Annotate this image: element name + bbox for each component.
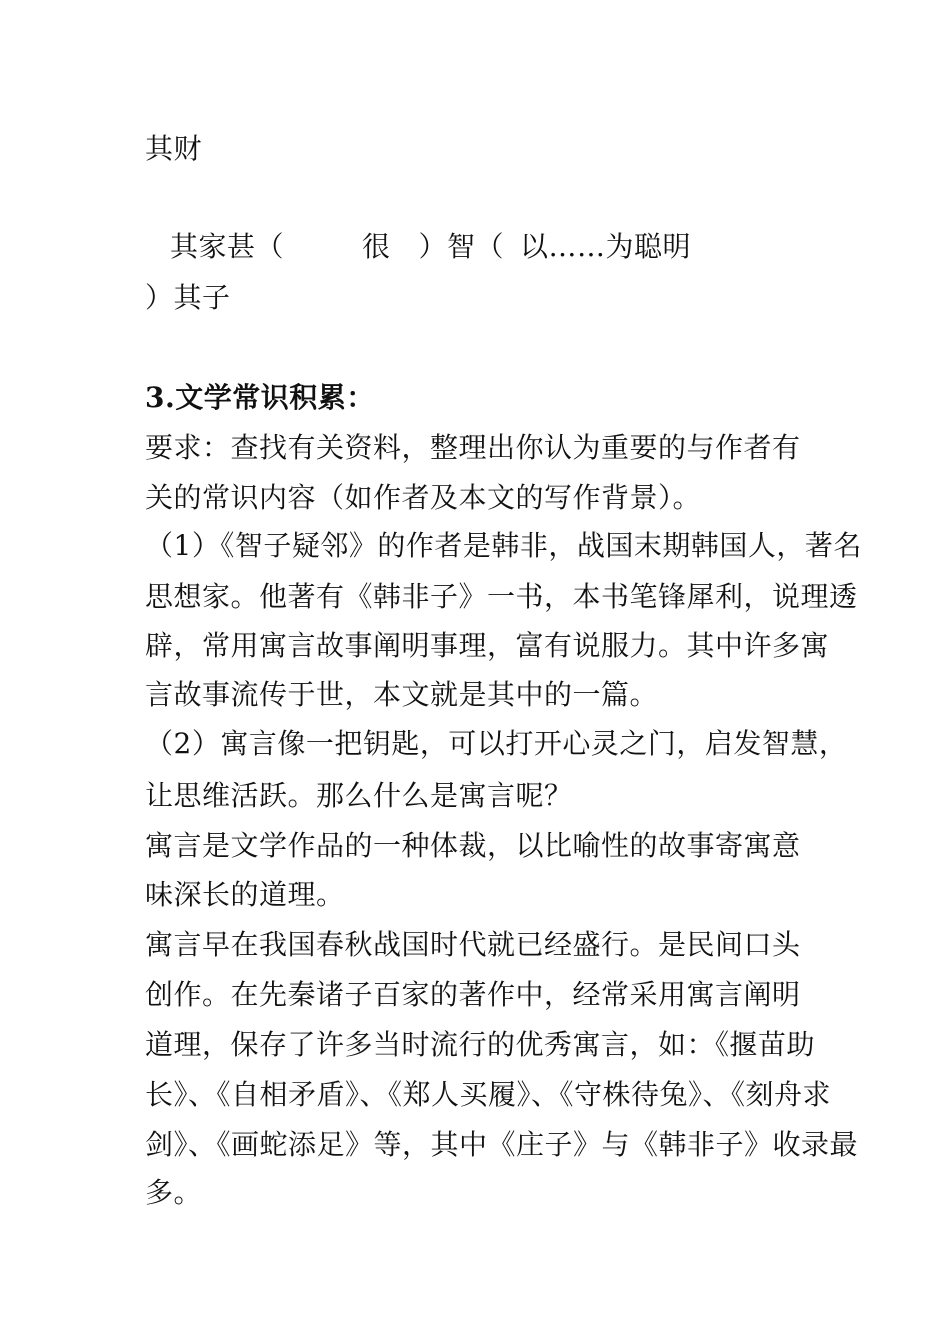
section3-heading: 3.文学常识积累： <box>145 381 375 414</box>
gloss-line <box>170 231 691 263</box>
fragment-line: 其财 <box>145 132 203 165</box>
history-line: 寓言早在我国春秋战国时代就已经盛行。是民间口头 <box>145 928 801 961</box>
requirement-line: 要求：查找有关资料，整理出你认为重要的与作者有 <box>145 431 801 464</box>
gloss-answer2: 以……为聪明 <box>520 230 692 263</box>
history-line: 长》、《自相矛盾》、《郑人买履》、《守株待兔》、《刻舟求 <box>145 1078 832 1111</box>
gloss-continuation: ）其子 <box>145 281 231 314</box>
gloss-part2: ）智（ <box>418 230 505 263</box>
item2-line: 让思维活跃。那么什么是寓言呢？ <box>145 779 573 812</box>
history-line: 道理，保存了许多当时流行的优秀寓言，如：《揠苗助 <box>145 1028 816 1061</box>
item2-line: （2）寓言像一把钥匙，可以打开心灵之门，启发智慧， <box>145 727 848 760</box>
history-line: 多。 <box>145 1176 203 1209</box>
item1-line: （1）《智子疑邻》的作者是韩非，战国末期韩国人，著名 <box>145 529 862 562</box>
definition-line: 寓言是文学作品的一种体裁，以比喻性的故事寄寓意 <box>145 829 801 862</box>
requirement-line: 关的常识内容（如作者及本文的写作背景）。 <box>145 481 702 514</box>
gloss-part1: 其家甚（ <box>170 230 285 263</box>
item1-line: 言故事流传于世，本文就是其中的一篇。 <box>145 678 659 711</box>
item1-line: 辟，常用寓言故事阐明事理，富有说服力。其中许多寓 <box>145 629 830 662</box>
history-line: 剑》、《画蛇添足》等，其中《庄子》与《韩非子》收录最 <box>145 1128 859 1161</box>
gloss-answer1: 很 <box>362 230 391 263</box>
definition-line: 味深长的道理。 <box>145 878 345 911</box>
item1-line: 思想家。他著有《韩非子》一书，本书笔锋犀利，说理透 <box>145 580 858 613</box>
history-line: 创作。在先秦诸子百家的著作中，经常采用寓言阐明 <box>145 978 801 1011</box>
